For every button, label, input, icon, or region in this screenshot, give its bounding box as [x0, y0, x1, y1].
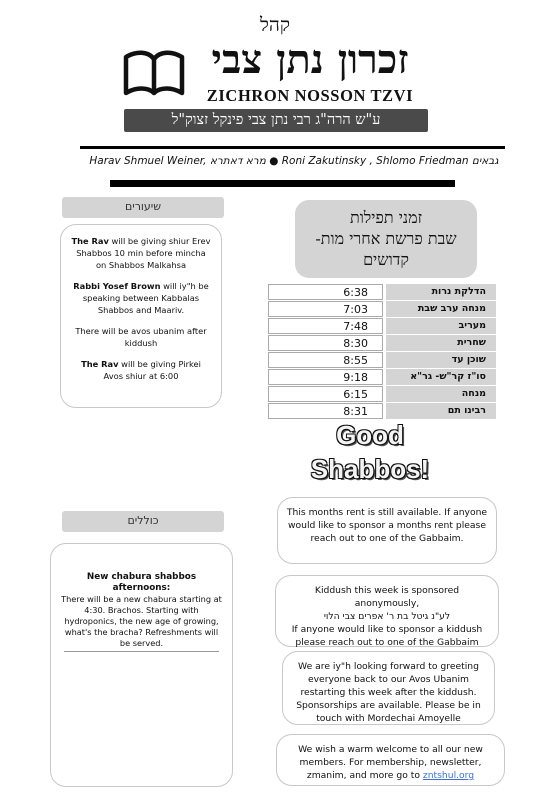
rav-title: מרא דאתרא [209, 155, 266, 167]
congregation-title-hebrew: זכרון נתן צבי [211, 36, 409, 83]
kollel-text: There will be a new chabura starting at 4:30. Brachos. Starting with hydroponics, the new age of growing, what's the bracha? Refreshments will be served. [61, 594, 222, 648]
rent-notice: This months rent is still available. If anyone would like to sponsor a months rent please reach out to one of the Gabbaim. [277, 497, 497, 564]
header-divider [80, 146, 505, 149]
thick-divider [110, 180, 455, 187]
shiur-item [71, 235, 211, 271]
zman-time: 8:55 [268, 352, 383, 368]
dedication-banner: ע"ש הרה"ג רבי נתן צבי פינקל זצוק"ל [124, 109, 428, 132]
kollel-title: New chabura shabbos afternoons: [86, 572, 197, 593]
zman-time: 8:30 [268, 335, 383, 351]
zman-name: שחרית [386, 335, 496, 351]
shiur-speaker: The Rav [81, 359, 119, 369]
kollel-box [50, 543, 233, 787]
shiur-text: will iy"h be speaking between Kabbalas Shabbos and Maariv. [82, 281, 209, 315]
zman-name: מנחה ערב שבת [386, 301, 496, 317]
zmanim-heading [295, 200, 477, 278]
zman-row [268, 369, 496, 385]
zman-name: סו"ז קר"ש- גר"א [386, 369, 496, 385]
kiddush-dedication-line: לע"נ גיטל בת ר' אפרים צבי הלוי [323, 611, 451, 622]
shiurim-heading: שיעורים [62, 197, 224, 218]
zman-name: הדלקת נרות [386, 284, 496, 300]
kiddush-sponsor-line: Kiddush this week is sponsored anonymously, [314, 585, 460, 609]
zman-row [268, 335, 496, 351]
zman-name: מנחה [386, 386, 496, 402]
zman-row [268, 284, 496, 300]
zman-time: 9:18 [268, 369, 383, 385]
open-book-icon [122, 47, 186, 97]
congregation-title-english: ZICHRON NOSSON TZVI [206, 86, 414, 105]
greeting-line: Good [336, 420, 404, 450]
zman-row [268, 403, 496, 419]
zman-time: 7:48 [268, 318, 383, 334]
zmanim-heading-line: קדושים [363, 250, 409, 269]
gabbaim-names: Roni Zakutinsky , Shlomo Friedman [281, 155, 469, 167]
zman-name: מעריב [386, 318, 496, 334]
shiurim-box [60, 224, 222, 408]
shiur-text: will be giving shiur Erev Shabbos 10 min before mincha on Shabbos Malkahsa [76, 236, 211, 270]
kollel-underline [64, 651, 219, 652]
welcome-notice [276, 734, 505, 786]
website-link[interactable]: zntshul.org [422, 770, 475, 781]
zman-row [268, 386, 496, 402]
greeting-line: Shabbos! [310, 454, 430, 484]
zman-time: 7:03 [268, 301, 383, 317]
avos-ubanim-notice: We are iy"h looking forward to greeting everyone back to our Avos Ubanim restarting this week after the kiddush. Sponsorships are available. Please be in touch with Mordechai Amoyelle [282, 651, 495, 725]
shiur-item [71, 280, 211, 316]
zman-row [268, 301, 496, 317]
rav-name: Harav Shmuel Weiner [89, 155, 204, 167]
kiddush-notice [275, 575, 499, 647]
gabbaim-title: גבאים [471, 155, 499, 167]
shiur-speaker: The Rav [71, 236, 109, 246]
kollel-heading: כוללים [62, 511, 224, 532]
zmanim-heading-line: זמני תפילות [349, 208, 423, 227]
zman-row [268, 352, 496, 368]
zman-time: 6:38 [268, 284, 383, 300]
zman-time: 6:15 [268, 386, 383, 402]
kiddush-sponsor-request: If anyone would like to sponsor a kiddush please reach out to one of the Gabbaim [291, 624, 483, 648]
shiur-text: will be giving Pirkei Avos shiur at 6:00 [103, 359, 201, 381]
zman-name: שוכן עד [386, 352, 496, 368]
staff-line: Harav Shmuel Weiner, מרא דאתרא ● Roni Zakutinsky , Shlomo Friedman גבאים [89, 155, 499, 167]
zman-name: רבינו תם [386, 403, 496, 419]
bullet-separator: ● [269, 155, 279, 167]
shiur-item [71, 358, 211, 382]
welcome-text: We wish a warm welcome to all our new members. For membership, newsletter, zmanim, and more go to [298, 744, 483, 781]
zman-row [268, 318, 496, 334]
kahal-label: קהל [260, 14, 290, 36]
good-shabbos-greeting [290, 418, 450, 486]
zmanim-heading-line: שבת פרשת אחרי מות- [315, 229, 457, 248]
shiur-text: There will be avos ubanim after kiddush [75, 326, 207, 348]
shiur-item [71, 325, 211, 349]
shiur-speaker: Rabbi Yosef Brown [73, 281, 161, 291]
zman-time: 8:31 [268, 403, 383, 419]
